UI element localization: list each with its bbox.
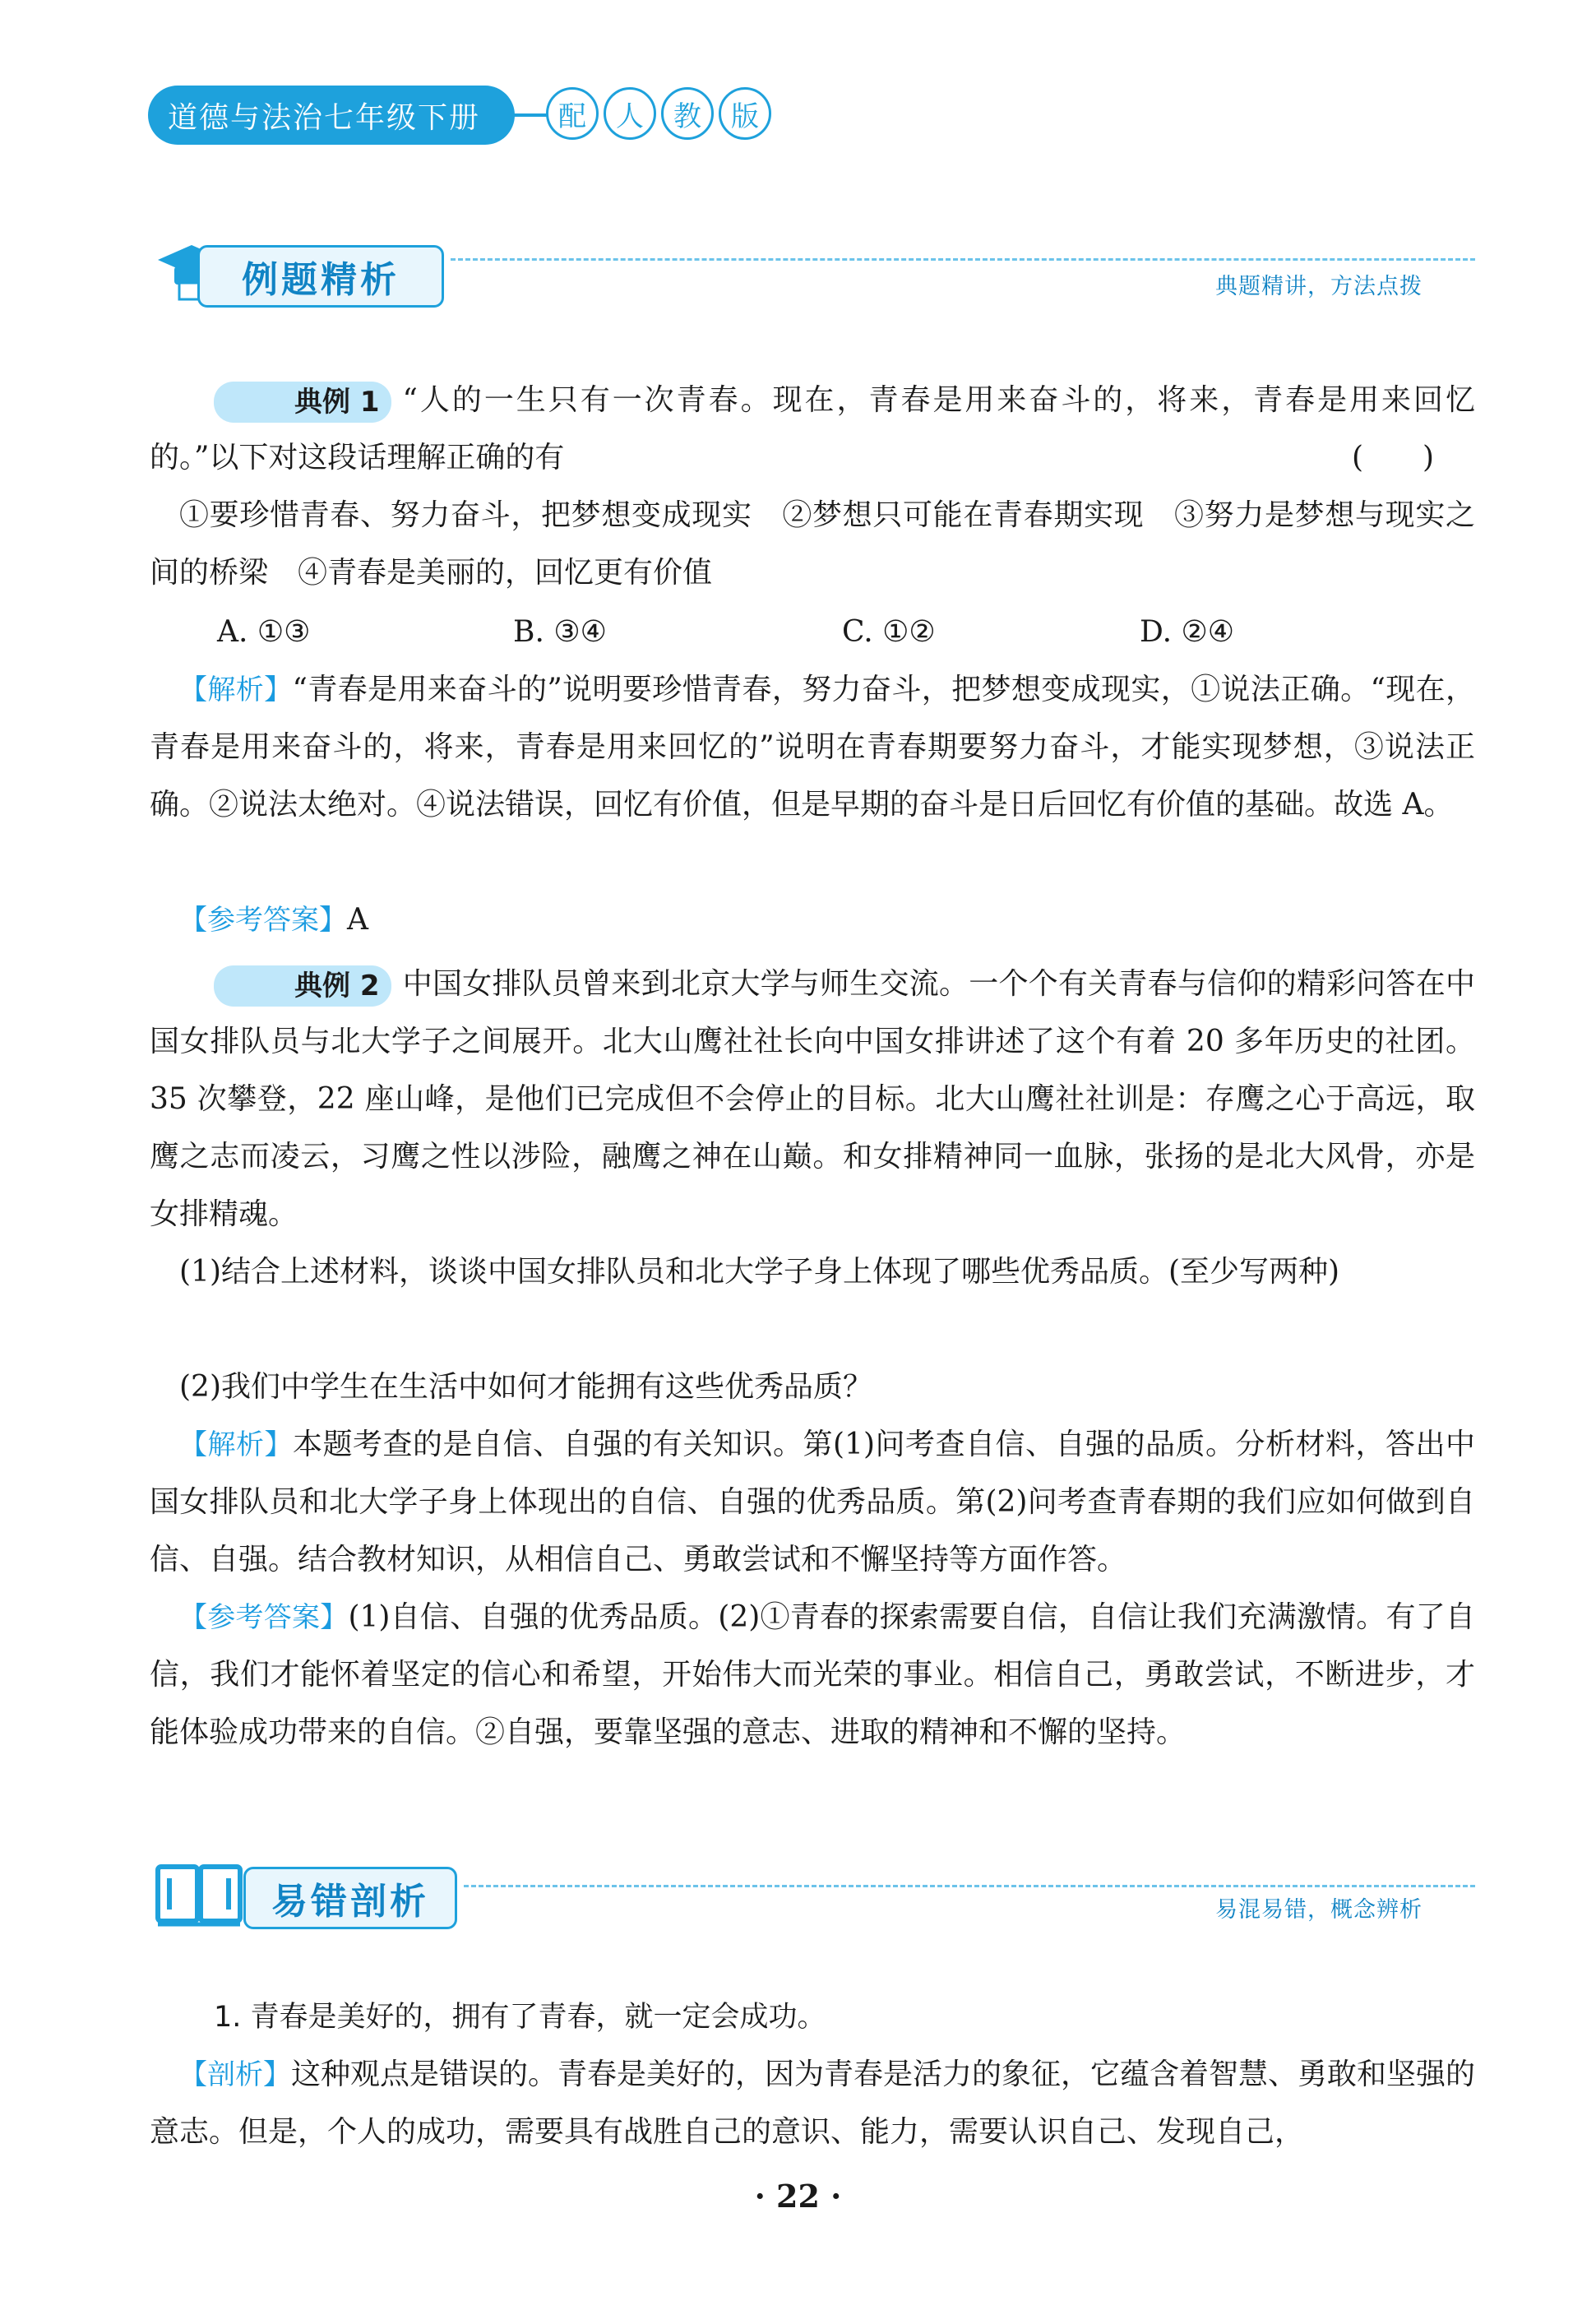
section-title-box [243, 1867, 457, 1929]
example2-question-1: (1)结合上述材料，谈谈中国女排队员和北大学子身上体现了哪些优秀品质。(至少写两种) [179, 1255, 1340, 1289]
edition-badge: 版 [719, 87, 771, 140]
page-number: · 22 · [754, 2178, 842, 2215]
example1-label: 典例 1 [214, 382, 391, 423]
book-title-banner [148, 86, 515, 145]
section-subtitle: 易混易错，概念辨析 [1215, 1897, 1423, 1923]
analysis-label: 【剖析】 [179, 2058, 291, 2091]
mistake1-analysis: 【剖析】这种观点是错误的。青春是美好的，因为青春是活力的象征，它蕴含着智慧、勇敢和坚强的意志。但是，个人的成功，需要具有战胜自己的意识、能力，需要认识自己、发现自己， [150, 2058, 1476, 2149]
edition-badges [546, 87, 771, 140]
example2-analysis: 【解析】本题考查的是自信、自强的有关知识。第(1)问考查自信、自强的品质。分析材料，答出中国女排队员和北大学子身上体现出的自信、自强的优秀品质。第(2)问考查青春期的我们应如何做到自信、自强。结合教材知识，从相信自己、勇敢尝试和不懈坚持等方面作答。 [150, 1428, 1475, 1576]
section-divider [464, 1885, 1475, 1887]
option-c: C. ①② [842, 615, 936, 649]
book-title: 道德与法治七年级下册 [168, 100, 481, 135]
edition-badge: 人 [604, 87, 656, 140]
answer-label: 【参考答案】 [179, 1601, 349, 1634]
example2-question-2: (2)我们中学生在生活中如何才能拥有这些优秀品质？ [179, 1370, 872, 1404]
option-a: A. ①③ [217, 615, 311, 649]
section-subtitle: 典题精讲，方法点拨 [1215, 274, 1423, 299]
edition-badge: 教 [661, 87, 714, 140]
answer-paren: ( ) [1352, 441, 1435, 474]
option-d: D. ②④ [1140, 615, 1235, 649]
analysis-label: 【解析】 [179, 1428, 293, 1461]
mistake1-statement: 1. 青春是美好的，拥有了青春，就一定会成功。 [214, 2001, 826, 2034]
example1-answer: 【参考答案】A [179, 903, 368, 937]
example2-stem: 典例 2 中国女排队员曾来到北京大学与师生交流。一个个有关青春与信仰的精彩问答在中国女排队员与北大学子之间展开。北大山鹰社社长向中国女排讲述了这个有着 20 多年历史的社团。35 次攀登，22 座山峰，是他们已完成但不会停止的目标。北大山鹰社社训是：存鹰之心于高远，取鹰之志而凌云，习鹰之性以涉险，融鹰之神在山巅。和女排精神同一血脉，张扬的是北大风骨，亦是女排精魂。 [150, 967, 1475, 1231]
example2-answer: 【参考答案】(1)自信、自强的优秀品质。(2)①青春的探索需要自信，自信让我们充满激情。有了自信，我们才能怀着坚定的信心和希望，开始伟大而光荣的事业。相信自己，勇敢尝试，不断进步，才能体验成功带来的自信。②自强，要靠坚强的意志、进取的精神和不懈的坚持。 [150, 1600, 1475, 1749]
answer-label: 【参考答案】 [179, 904, 347, 937]
option-b: B. ③④ [513, 615, 607, 649]
open-book-icon [155, 1860, 243, 1929]
section-title: 易错剖析 [271, 1881, 429, 1923]
section-title: 例题精析 [242, 259, 400, 301]
section-title-box [197, 245, 444, 308]
edition-badge: 配 [546, 87, 599, 140]
example1-stem: 典例 1 “人的一生只有一次青春。现在，青春是用来奋斗的，将来，青春是用来回忆的。”以下对这段话理解正确的有 [150, 383, 1475, 474]
example2-label: 典例 2 [214, 965, 391, 1007]
example1-statements: ①要珍惜青春、努力奋斗，把梦想变成现实 ②梦想只可能在青春期实现 ③努力是梦想与现实之间的桥梁 ④青春是美丽的，回忆更有价值 [150, 498, 1475, 590]
header-connector [513, 113, 549, 117]
analysis-label: 【解析】 [179, 674, 293, 706]
section-divider [451, 258, 1475, 261]
example1-analysis: 【解析】“青春是用来奋斗的”说明要珍惜青春，努力奋斗，把梦想变成现实，①说法正确。“现在，青春是用来奋斗的，将来，青春是用来回忆的”说明在青春期要努力奋斗，才能实现梦想，③说法正确。②说法太绝对。④说法错误，回忆有价值，但是早期的奋斗是日后回忆有价值的基础。故选 A。 [150, 673, 1476, 822]
